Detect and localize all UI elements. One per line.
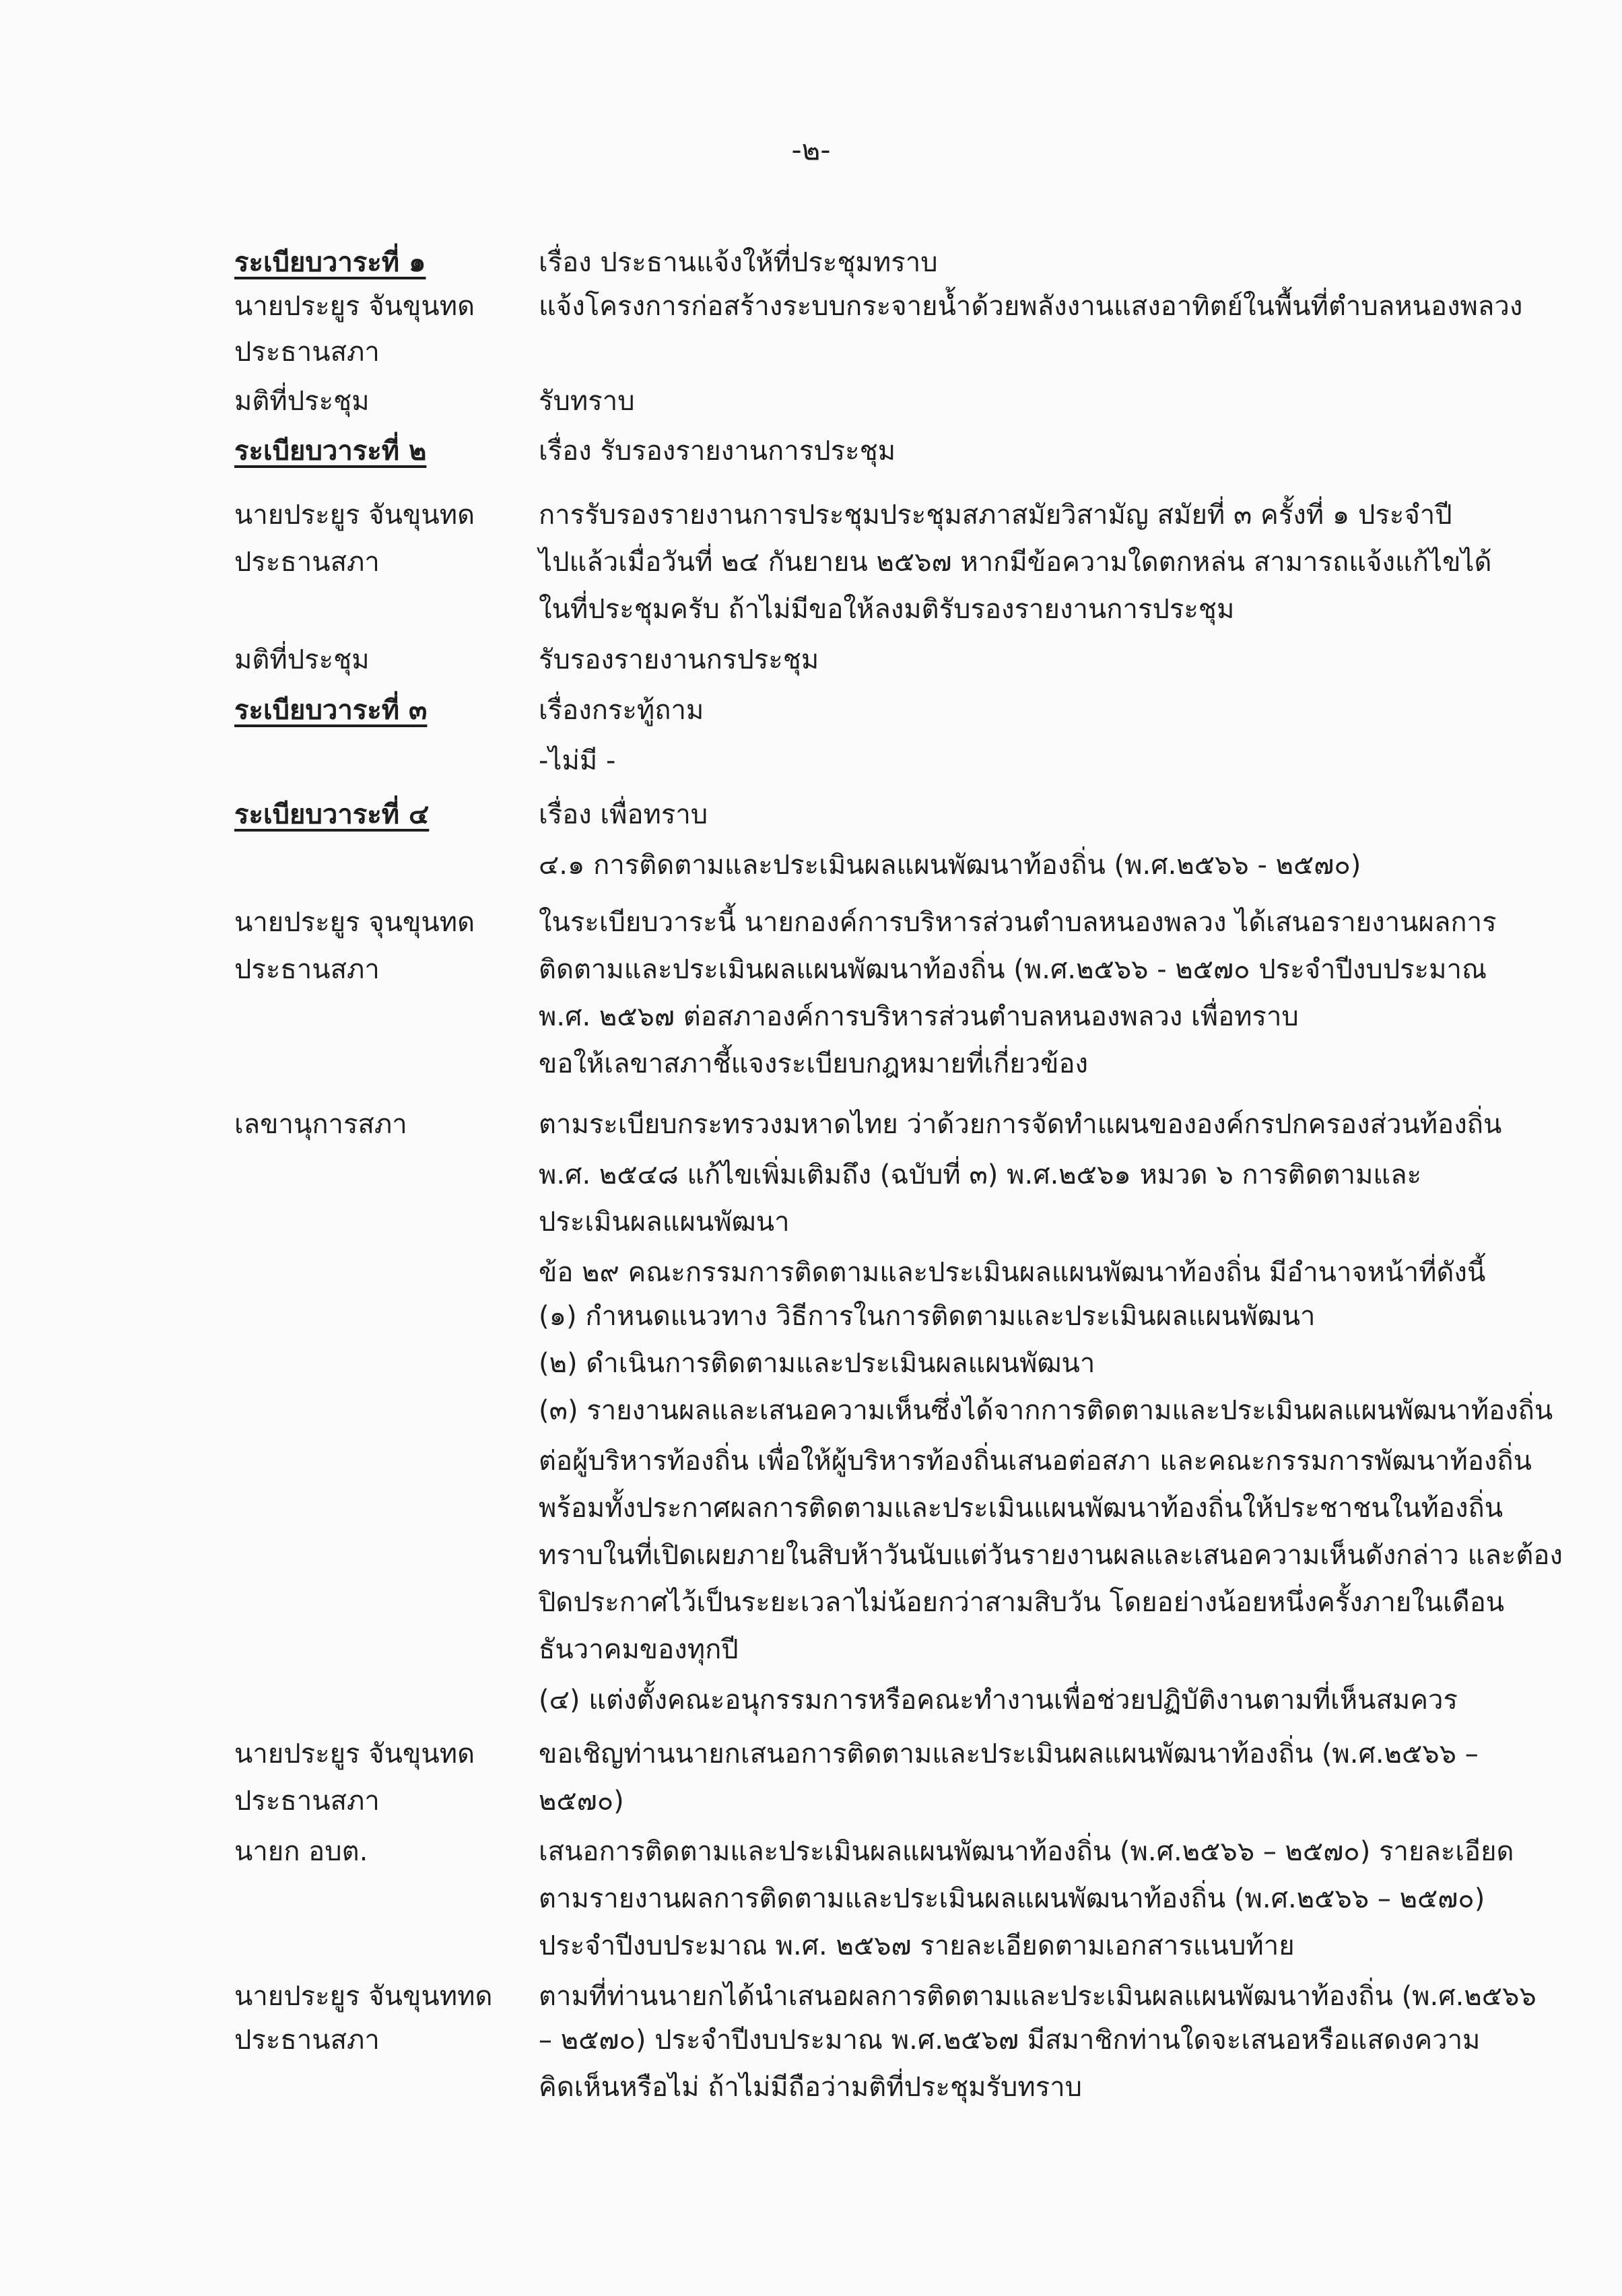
speaker-label: นายประยูร จันขุนทด [234,500,475,531]
minutes-text-line: เรื่อง ประธานแจ้งให้ที่ประชุมทราบ [539,247,938,278]
minutes-text-line: – ๒๕๗๐) ประจำปีงบประมาณ พ.ศ.๒๕๖๗ มีสมาชิกท่านใดจะเสนอหรือแสดงความ [539,2025,1481,2056]
speaker-label: ประธานสภา [234,2025,380,2056]
speaker-label: ประธานสภา [234,954,380,985]
minutes-text-line: พ.ศ. ๒๕๔๘ แก้ไขเพิ่มเติมถึง (ฉบับที่ ๓) พ.ศ.๒๕๖๑ หมวด ๖ การติดตามและ [539,1159,1422,1190]
speaker-label: มติที่ประชุม [234,386,370,417]
minutes-text-line: ๔.๑ การติดตามและประเมินผลแผนพัฒนาท้องถิ่น (พ.ศ.๒๕๖๖ - ๒๕๗๐) [539,850,1361,881]
speaker-label: เลขานุการสภา [234,1109,407,1140]
speaker-label: นายประยูร จันขุนทด [234,1738,475,1769]
minutes-text-line: (๔) แต่งตั้งคณะอนุกรรมการหรือคณะทำงานเพื่อช่วยปฏิบัติงานตามที่เห็นสมควร [539,1685,1458,1716]
minutes-text-line: ปิดประกาศไว้เป็นระยะเวลาไม่น้อยกว่าสามสิบวัน โดยอย่างน้อยหนึ่งครั้งภายในเดือน [539,1587,1505,1618]
minutes-text-line: ไปแล้วเมื่อวันที่ ๒๔ กันยายน ๒๕๖๗ หากมีข้อความใดตกหล่น สามารถแจ้งแก้ไขได้ [539,547,1492,578]
agenda-heading: ระเบียบวาระที่ ๑ [234,247,426,278]
minutes-text-line: แจ้งโครงการก่อสร้างระบบกระจายน้ำด้วยพลังงานแสงอาทิตย์ในพื้นที่ตำบลหนองพลวง [539,291,1523,322]
speaker-label: นายประยูร จันขุนทด [234,291,475,322]
agenda-heading: ระเบียบวาระที่ ๔ [234,799,430,830]
minutes-text-line: ตามที่ท่านนายกได้นำเสนอผลการติดตามและประเมินผลแผนพัฒนาท้องถิ่น (พ.ศ.๒๕๖๖ [539,1981,1536,2012]
minutes-text-line: ขอเชิญท่านนายกเสนอการติดตามและประเมินผลแผนพัฒนาท้องถิ่น (พ.ศ.๒๕๖๖ – [539,1738,1479,1769]
minutes-text-line: เสนอการติดตามและประเมินผลแผนพัฒนาท้องถิ่น (พ.ศ.๒๕๖๖ – ๒๕๗๐) รายละเอียด [539,1836,1514,1867]
minutes-text-line: ข้อ ๒๙ คณะกรรมการติดตามและประเมินผลแผนพัฒนาท้องถิ่น มีอำนาจหน้าที่ดังนี้ [539,1257,1486,1288]
minutes-text-line: ต่อผู้บริหารท้องถิ่น เพื่อให้ผู้บริหารท้องถิ่นเสนอต่อสภา และคณะกรรมการพัฒนาท้องถิ่น [539,1446,1532,1477]
minutes-text-line: ธันวาคมของทุกปี [539,1634,739,1665]
agenda-heading: ระเบียบวาระที่ ๒ [234,436,427,467]
speaker-label: มติที่ประชุม [234,644,370,675]
minutes-text-line: ประจำปีงบประมาณ พ.ศ. ๒๕๖๗ รายละเอียดตามเอกสารแนบท้าย [539,1930,1295,1961]
minutes-text-line: ในที่ประชุมครับ ถ้าไม่มีขอให้ลงมติรับรองรายงานการประชุม [539,594,1235,625]
agenda-heading: ระเบียบวาระที่ ๓ [234,695,428,726]
minutes-text-line: รับทราบ [539,386,635,417]
minutes-text-line: เรื่องกระทู้ถาม [539,695,704,726]
minutes-text-line: รับรองรายงานกรประชุม [539,644,819,675]
minutes-text-line: ประเมินผลแผนพัฒนา [539,1207,790,1238]
minutes-text-line: ๒๕๗๐) [539,1786,624,1817]
minutes-text-line: ติดตามและประเมินผลแผนพัฒนาท้องถิ่น (พ.ศ.๒๕๖๖ - ๒๕๗๐ ประจำปีงบประมาณ [539,954,1487,985]
minutes-text-line: การรับรองรายงานการประชุมประชุมสภาสมัยวิสามัญ สมัยที่ ๓ ครั้งที่ ๑ ประจำปี [539,500,1452,531]
minutes-text-line: (๑) กำหนดแนวทาง วิธีการในการติดตามและประเมินผลแผนพัฒนา [539,1301,1316,1332]
speaker-label: นายก อบต. [234,1836,368,1867]
minutes-text-line: คิดเห็นหรือไม่ ถ้าไม่มีถือว่ามติที่ประชุมรับทราบ [539,2072,1083,2103]
minutes-text-line: ขอให้เลขาสภาชี้แจงระเบียบกฎหมายที่เกี่ยวข้อง [539,1048,1089,1079]
minutes-text-line: เรื่อง รับรองรายงานการประชุม [539,436,896,467]
minutes-text-line: เรื่อง เพื่อทราบ [539,799,708,830]
minutes-text-line: (๓) รายงานผลและเสนอความเห็นซึ่งได้จากการติดตามและประเมินผลแผนพัฒนาท้องถิ่น [539,1395,1553,1426]
minutes-text-line: (๒) ดำเนินการติดตามและประเมินผลแผนพัฒนา [539,1348,1095,1379]
minutes-text-line: -ไม่มี - [539,745,616,776]
minutes-text-line: พ.ศ. ๒๕๖๗ ต่อสภาองค์การบริหารส่วนตำบลหนองพลวง เพื่อทราบ [539,1001,1299,1032]
minutes-text-line: ตามรายงานผลการติดตามและประเมินผลแผนพัฒนาท้องถิ่น (พ.ศ.๒๕๖๖ – ๒๕๗๐) [539,1883,1485,1914]
speaker-label: ประธานสภา [234,547,380,578]
minutes-text-line: พร้อมทั้งประกาศผลการติดตามและประเมินแผนพัฒนาท้องถิ่นให้ประชาชนในท้องถิ่น [539,1493,1503,1524]
speaker-label: นายประยูร จันขุนททด [234,1981,493,2012]
page-number: -๒- [791,133,831,166]
minutes-text-line: ทราบในที่เปิดเผยภายในสิบห้าวันนับแต่วันรายงานผลและเสนอความเห็นดังกล่าว และต้อง [539,1540,1563,1571]
minutes-text-line: ในระเบียบวาระนี้ นายกองค์การบริหารส่วนตำบลหนองพลวง ได้เสนอรายงานผลการ [539,907,1497,938]
speaker-label: ประธานสภา [234,1786,380,1817]
speaker-label: นายประยูร จุนขุนทด [234,907,475,938]
speaker-label: ประธานสภา [234,337,380,368]
minutes-text-line: ตามระเบียบกระทรวงมหาดไทย ว่าด้วยการจัดทำแผนขององค์กรปกครองส่วนท้องถิ่น [539,1109,1502,1140]
